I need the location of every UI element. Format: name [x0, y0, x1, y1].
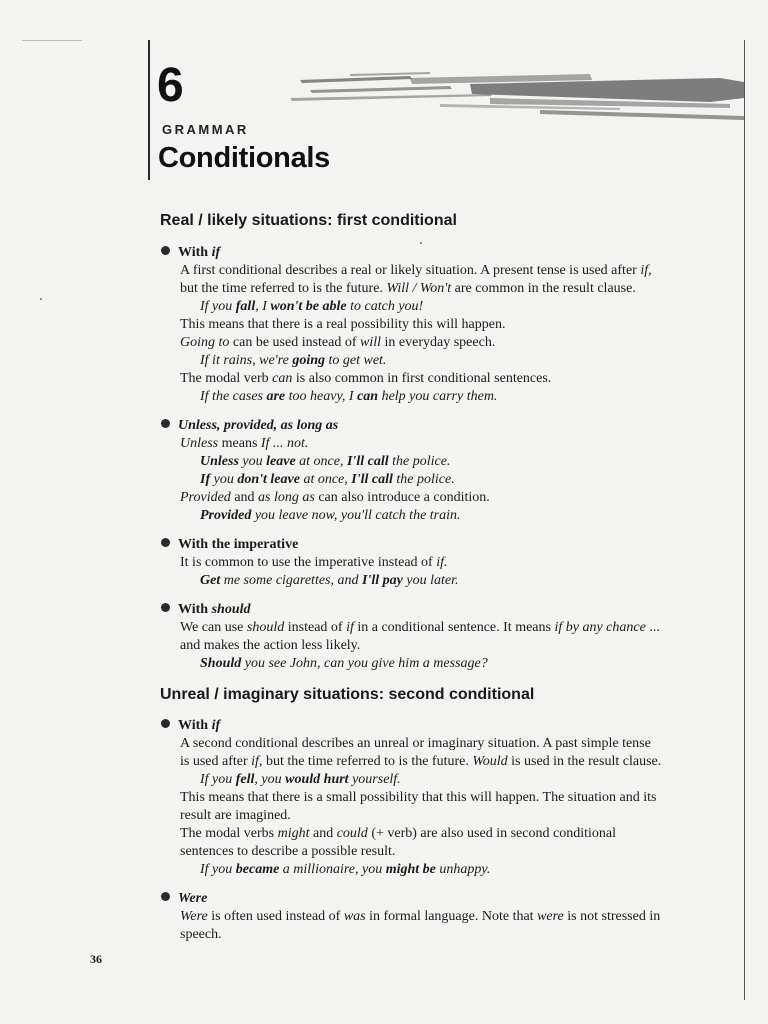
example-sentence: If it rains, we're going to get wet.: [200, 353, 387, 368]
example-sentence: Should you see John, can you give him a message?: [200, 656, 488, 671]
example-sentence: If you fell, you would hurt yourself.: [200, 772, 401, 787]
text-line: This means that there is a real possibility this will happen.: [180, 317, 506, 332]
scan-speck: [40, 298, 42, 300]
subsection-with-if: With if: [161, 245, 220, 261]
example-sentence: Provided you leave now, you'll catch the train.: [200, 508, 461, 523]
text-line: We can use should instead of if in a conditional sentence. It means if by any chance ...: [180, 620, 660, 635]
text-line: Provided and as long as can also introduce a condition.: [180, 490, 490, 505]
subsection-with-imperative: With the imperative: [161, 537, 298, 553]
text-line: This means that there is a small possibility that this will happen. The situation and its: [180, 790, 657, 805]
unit-number: 6: [157, 59, 184, 112]
bullet-icon: [161, 538, 170, 547]
text-line: result are imagined.: [180, 808, 291, 823]
bullet-icon: [161, 603, 170, 612]
subsection-unless: Unless, provided, as long as: [161, 418, 338, 434]
page-number: 36: [90, 952, 102, 966]
scan-speck: [22, 40, 82, 41]
text-line: Going to can be used instead of will in everyday speech.: [180, 335, 496, 350]
brush-stroke-decoration: [290, 68, 746, 128]
example-sentence: If you fall, I won't be able to catch you!: [200, 299, 424, 314]
subsection-were: Were: [161, 891, 207, 907]
text-line: Unless means If ... not.: [180, 436, 309, 451]
text-line: A first conditional describes a real or likely situation. A present tense is used after if,: [180, 263, 652, 278]
bullet-icon: [161, 719, 170, 728]
text-line: but the time referred to is the future. Will / Won't are common in the result clause.: [180, 281, 636, 296]
bullet-icon: [161, 246, 170, 255]
text-line: and makes the action less likely.: [180, 638, 361, 653]
text-line: The modal verb can is also common in first conditional sentences.: [180, 371, 552, 386]
left-margin-rule: [148, 40, 150, 180]
text-line: sentences to describe a possible result.: [180, 844, 396, 859]
unit-label: GRAMMAR: [162, 122, 249, 137]
subsection-with-should: With should: [161, 602, 251, 618]
example-sentence: If you became a millionaire, you might be unhappy.: [200, 862, 491, 877]
text-line: Were is often used instead of was in formal language. Note that were is not stressed in: [180, 909, 661, 924]
bullet-icon: [161, 419, 170, 428]
section-heading-first-conditional: Real / likely situations: first conditional: [160, 212, 457, 229]
text-line: It is common to use the imperative instead of if.: [180, 555, 448, 570]
page-title: Conditionals: [158, 142, 331, 174]
example-sentence: If you don't leave at once, I'll call the police.: [200, 472, 455, 487]
text-line: The modal verbs might and could (+ verb) are also used in second conditional: [180, 826, 616, 841]
text-line: is used after if, but the time referred to is the future. Would is used in the result clause.: [180, 754, 662, 769]
example-sentence: If the cases are too heavy, I can help you carry them.: [200, 389, 498, 404]
right-page-edge: [744, 40, 745, 1000]
text-line: A second conditional describes an unreal or imaginary situation. A past simple tense: [180, 736, 651, 751]
example-sentence: Get me some cigarettes, and I'll pay you later.: [200, 573, 459, 588]
text-line: speech.: [180, 927, 222, 942]
scan-speck: [420, 242, 422, 244]
example-sentence: Unless you leave at once, I'll call the police.: [200, 454, 451, 469]
subsection-with-if-second: With if: [161, 718, 220, 734]
section-heading-second-conditional: Unreal / imaginary situations: second conditional: [160, 686, 535, 703]
bullet-icon: [161, 892, 170, 901]
